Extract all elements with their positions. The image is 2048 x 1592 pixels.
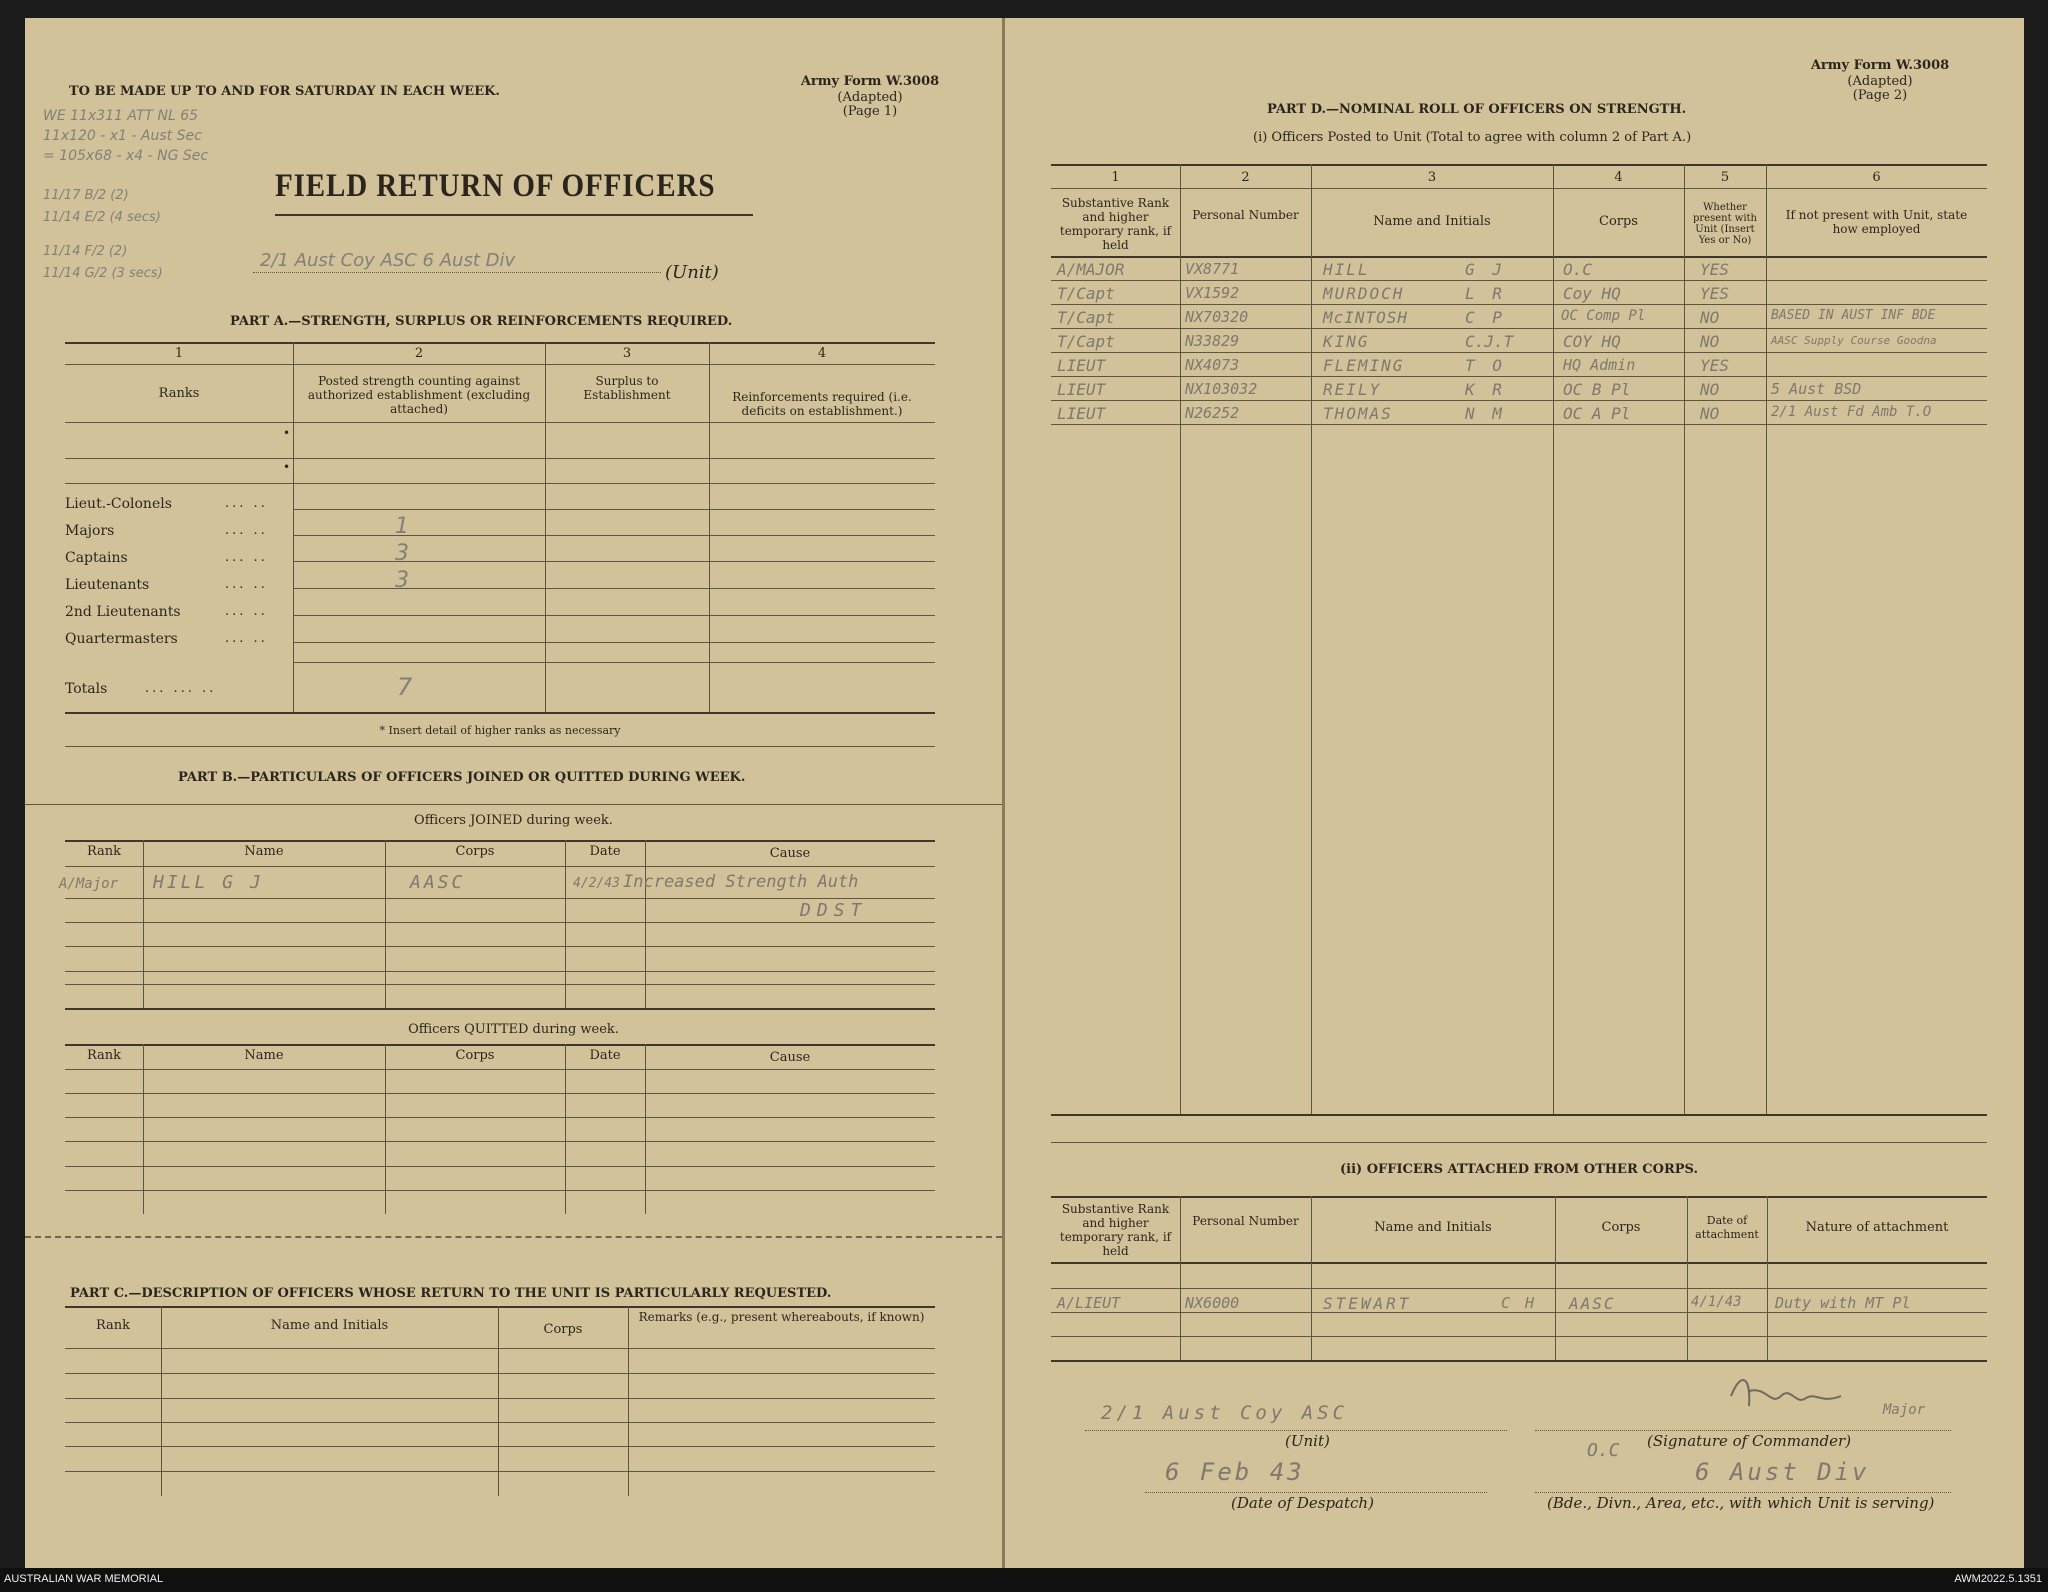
col-rank: Rank xyxy=(95,1318,131,1333)
unit-label: (Unit) xyxy=(1285,1432,1330,1450)
officer-number: NX70320 xyxy=(1185,308,1249,326)
margin-note: 11/14 F/2 (2) xyxy=(43,244,128,259)
officer-name: McINTOSH xyxy=(1323,308,1409,327)
col-number: 4 xyxy=(1614,170,1623,185)
posted-captains: 3 xyxy=(395,541,409,566)
unit-value: 2/1 Aust Coy ASC xyxy=(1101,1402,1349,1424)
officer-rank: LIEUT xyxy=(1057,404,1106,423)
officer-present: NO xyxy=(1700,308,1720,327)
col-rank: Substantive Rank and higher temporary rank, if held xyxy=(1059,1202,1172,1258)
col-date-attachment: Date of attachment xyxy=(1695,1214,1759,1241)
col-name: Name xyxy=(244,1048,284,1063)
joined-cause: Increased Strength Auth xyxy=(623,872,859,892)
col-number: 5 xyxy=(1720,170,1730,185)
col-name-initials: Name and Initials xyxy=(1374,1220,1492,1235)
officer-rank: LIEUT xyxy=(1057,380,1106,399)
officer-initials: G J xyxy=(1465,260,1506,279)
rank-label: Captains xyxy=(65,550,128,566)
col-corps: Corps xyxy=(543,1322,583,1337)
officer-present: NO xyxy=(1700,380,1720,399)
col-remarks: Remarks (e.g., present whereabouts, if known) xyxy=(638,1310,925,1324)
officer-initials: C.J.T xyxy=(1465,332,1514,351)
footer-strip xyxy=(0,1568,2048,1592)
officer-present: NO xyxy=(1700,404,1720,423)
officer-initials: L R xyxy=(1465,284,1506,303)
officer-corps: O.C xyxy=(1563,260,1592,279)
posted-strength-header: Posted strength counting against authorized establishment (excluding attached) xyxy=(307,374,531,416)
header-note: TO BE MADE UP TO AND FOR SATURDAY IN EACH WEEK. xyxy=(69,84,500,99)
officer-present: NO xyxy=(1700,332,1720,351)
margin-note: 11/14 E/2 (4 secs) xyxy=(43,210,161,225)
form-page: (Page 1) xyxy=(842,104,898,119)
officer-initials: K R xyxy=(1465,380,1506,399)
col-number: 1 xyxy=(1111,170,1120,185)
rank-label: Lieutenants xyxy=(65,577,150,593)
part-a-heading: PART A.—STRENGTH, SURPLUS OR REINFORCEMENTS REQUIRED. xyxy=(230,314,733,329)
part-d-heading: PART D.—NOMINAL ROLL OF OFFICERS ON STRENGTH. xyxy=(1267,102,1687,117)
form-page: (Page 2) xyxy=(1852,88,1908,103)
posted-lieutenants: 3 xyxy=(395,568,409,593)
attached-nature: Duty with MT Pl xyxy=(1775,1294,1911,1312)
officer-employed: BASED IN AUST INF BDE xyxy=(1771,308,1936,323)
date-despatch-label: (Date of Despatch) xyxy=(1231,1494,1374,1512)
col-corps: Corps xyxy=(455,844,495,859)
commander-signature xyxy=(1721,1366,1861,1426)
totals-label: Totals xyxy=(65,681,108,697)
officer-initials: C P xyxy=(1465,308,1506,327)
officer-rank: T/Capt xyxy=(1057,332,1115,351)
col-date: Date xyxy=(589,1048,621,1063)
col-present: Whether present with Unit (Insert Yes or No) xyxy=(1692,202,1757,246)
officer-corps: OC Comp Pl xyxy=(1561,308,1646,324)
col-name-initials: Name and Initials xyxy=(1373,214,1491,229)
officer-rank: A/MAJOR xyxy=(1057,260,1125,279)
officer-number: N26252 xyxy=(1185,404,1240,422)
col-employed: If not present with Unit, state how employed xyxy=(1785,208,1968,236)
attached-corps: AASC xyxy=(1569,1294,1616,1313)
part-c-heading: PART C.—DESCRIPTION OF OFFICERS WHOSE RETURN TO THE UNIT IS PARTICULARLY REQUESTED. xyxy=(70,1286,832,1301)
col-name-initials: Name and Initials xyxy=(270,1318,389,1333)
formation-value: 6 Aust Div xyxy=(1695,1458,1870,1486)
rank-label: 2nd Lieutenants xyxy=(65,604,181,620)
footer-left: AUSTRALIAN WAR MEMORIAL xyxy=(4,1573,164,1585)
form-adapted: (Adapted) xyxy=(837,90,903,105)
joined-date: 4/2/43 xyxy=(573,876,620,891)
officer-name: KING xyxy=(1323,332,1370,351)
quitted-heading: Officers QUITTED during week. xyxy=(408,1022,619,1037)
joined-name: HILL G J xyxy=(153,872,264,893)
col-name: Name xyxy=(244,844,284,859)
col-number: 2 xyxy=(1241,170,1250,185)
margin-note: = 105x68 - x4 - NG Sec xyxy=(43,148,209,164)
officer-corps: OC B Pl xyxy=(1563,380,1631,399)
officer-number: N33829 xyxy=(1185,332,1240,350)
form-id: Army Form W.3008 xyxy=(800,74,940,89)
rank-label: Quartermasters xyxy=(65,631,178,647)
posted-majors: 1 xyxy=(395,514,409,539)
form-adapted: (Adapted) xyxy=(1847,74,1913,89)
part-d-subheading: (i) Officers Posted to Unit (Total to agree with column 2 of Part A.) xyxy=(1253,130,1692,145)
rank-label: Majors xyxy=(65,523,115,539)
officer-employed: 5 Aust BSD xyxy=(1771,380,1862,398)
oc-note: O.C xyxy=(1587,1440,1620,1461)
margin-note: WE 11x311 ATT NL 65 xyxy=(43,108,199,124)
joined-corps: AASC xyxy=(410,872,466,893)
col-corps: Corps xyxy=(1601,1220,1641,1235)
attached-initials: C H xyxy=(1501,1294,1538,1312)
officer-initials: N M xyxy=(1465,404,1506,423)
officer-number: NX103032 xyxy=(1185,380,1258,398)
officer-number: VX8771 xyxy=(1185,260,1240,278)
date-despatch-value: 6 Feb 43 xyxy=(1165,1458,1305,1486)
reinforcements-header: Reinforcements required (i.e. deficits on establishment.) xyxy=(732,390,912,418)
col-cause: Cause xyxy=(769,1050,811,1065)
officer-employed: AASC Supply Course Goodna xyxy=(1771,334,1937,347)
col-number: 3 xyxy=(1427,170,1437,185)
formation-label: (Bde., Divn., Area, etc., with which Unit is serving) xyxy=(1547,1494,1935,1512)
signature-rank: Major xyxy=(1883,1402,1926,1418)
footer-right: AWM2022.5.1351 xyxy=(1954,1573,2042,1585)
col-number: 2 xyxy=(414,346,424,361)
unit-label: (Unit) xyxy=(665,262,719,283)
col-personal-number: Personal Number xyxy=(1192,1214,1299,1228)
surplus-header: Surplus to Establishment xyxy=(583,374,671,402)
officer-name: HILL xyxy=(1323,260,1370,279)
attached-date: 4/1/43 xyxy=(1691,1294,1742,1310)
attached-name: STEWART xyxy=(1323,1294,1412,1313)
col-rank: Rank xyxy=(86,1048,122,1063)
footnote: * Insert detail of higher ranks as necessary xyxy=(379,724,621,737)
col-corps: Corps xyxy=(1599,214,1638,229)
form-page-1: TO BE MADE UP TO AND FOR SATURDAY IN EACH WEEK. Army Form W.3008 (Adapted) (Page 1) WE 11x311 ATT NL 65 11x120 - x1 - Aust Sec = 105x68 - x4 - NG Sec 11/17 B/2 (2) 11/14 E/2 (4 secs) 11/14 F/2 (2) 11/14 G/2 (3 secs) FIELD RETURN OF OFFICERS 2/1 Aust Coy ASC 6 Aust Div (Unit) PART A.—STRENGTH, SURPLUS OR REINFORCEMENTS REQUIRED. 1 2 3 4 Ranks Posted strength counting against authorized establishment (excluding attached) Surplus to Establishment Reinforcements required (i.e. deficits on establishment.) • • Lieut.-Colonels Majors Captains Lieutenants 2nd Lieutenants Quartermasters ... .. ... .. ... .. ... .. ... .. ... .. 1 3 3 Totals ... ... .. 7 * Insert detail of higher ranks as necessary PART B.—PARTICULARS OF OFFICERS JOINED OR QUITTED DURING WEEK. Officers JOINED during week. Rank Name Corps Date Cause A/Major HILL G J AASC 4/2/43 Increased Strength Auth DDST Officers QUITTED during week. Rank Name Corps Date Cause PART C.—DESCRIPTION OF OFFICERS WHOSE RETURN TO THE UNIT IS PARTICULARLY REQUESTED. Rank Name and Initials Corps Remarks (e.g., present whereabouts, if known) xyxy=(25,18,1002,1568)
form-id: Army Form W.3008 xyxy=(1810,58,1950,73)
officer-corps: COY HQ xyxy=(1563,332,1621,351)
officer-corps: HQ Admin xyxy=(1563,356,1636,374)
officer-rank: T/Capt xyxy=(1057,284,1115,303)
joined-heading: Officers JOINED during week. xyxy=(414,813,613,828)
rank-label: Lieut.-Colonels xyxy=(65,496,172,512)
col-number: 3 xyxy=(622,346,632,361)
attached-number: NX6000 xyxy=(1185,1294,1240,1312)
officer-present: YES xyxy=(1700,356,1729,375)
col-corps: Corps xyxy=(455,1048,495,1063)
officer-present: YES xyxy=(1700,284,1729,303)
form-page-2 xyxy=(1002,18,2024,1568)
form-title: FIELD RETURN OF OFFICERS xyxy=(275,168,716,204)
margin-note: 11x120 - x1 - Aust Sec xyxy=(43,128,202,144)
col-personal-number: Personal Number xyxy=(1192,208,1299,222)
col-rank: Substantive Rank and higher temporary rank, if held xyxy=(1059,196,1172,252)
officer-name: REILY xyxy=(1323,380,1382,399)
margin-note: 11/14 G/2 (3 secs) xyxy=(43,266,163,281)
attached-heading: (ii) OFFICERS ATTACHED FROM OTHER CORPS. xyxy=(1339,1162,1698,1177)
totals-value: 7 xyxy=(397,673,413,701)
attached-rank: A/LIEUT xyxy=(1057,1294,1121,1312)
officer-employed: 2/1 Aust Fd Amb T.O xyxy=(1771,404,1932,420)
margin-note: 11/17 B/2 (2) xyxy=(43,188,129,203)
part-b-heading: PART B.—PARTICULARS OF OFFICERS JOINED OR QUITTED DURING WEEK. xyxy=(178,770,746,785)
joined-cause-2: DDST xyxy=(800,900,868,921)
ranks-header: Ranks xyxy=(158,386,200,401)
officer-number: VX1592 xyxy=(1185,284,1240,302)
col-rank: Rank xyxy=(86,844,122,859)
officer-number: NX4073 xyxy=(1185,356,1240,374)
officer-name: FLEMING xyxy=(1323,356,1405,375)
col-number: 1 xyxy=(174,346,184,361)
col-cause: Cause xyxy=(769,846,811,861)
officer-present: YES xyxy=(1700,260,1729,279)
col-date: Date xyxy=(589,844,621,859)
officer-corps: Coy HQ xyxy=(1563,284,1621,303)
joined-rank: A/Major xyxy=(59,876,119,892)
col-nature-attachment: Nature of attachment xyxy=(1805,1220,1949,1235)
officer-name: THOMAS xyxy=(1323,404,1393,423)
col-number: 4 xyxy=(817,346,827,361)
officer-corps: OC A Pl xyxy=(1563,404,1631,423)
officer-initials: T O xyxy=(1465,356,1506,375)
officer-name: MURDOCH xyxy=(1323,284,1405,303)
col-number: 6 xyxy=(1872,170,1881,185)
officer-rank: T/Capt xyxy=(1057,308,1115,327)
unit-handwritten: 2/1 Aust Coy ASC 6 Aust Div xyxy=(260,250,516,271)
signature-label: (Signature of Commander) xyxy=(1647,1432,1852,1450)
officer-rank: LIEUT xyxy=(1057,356,1106,375)
